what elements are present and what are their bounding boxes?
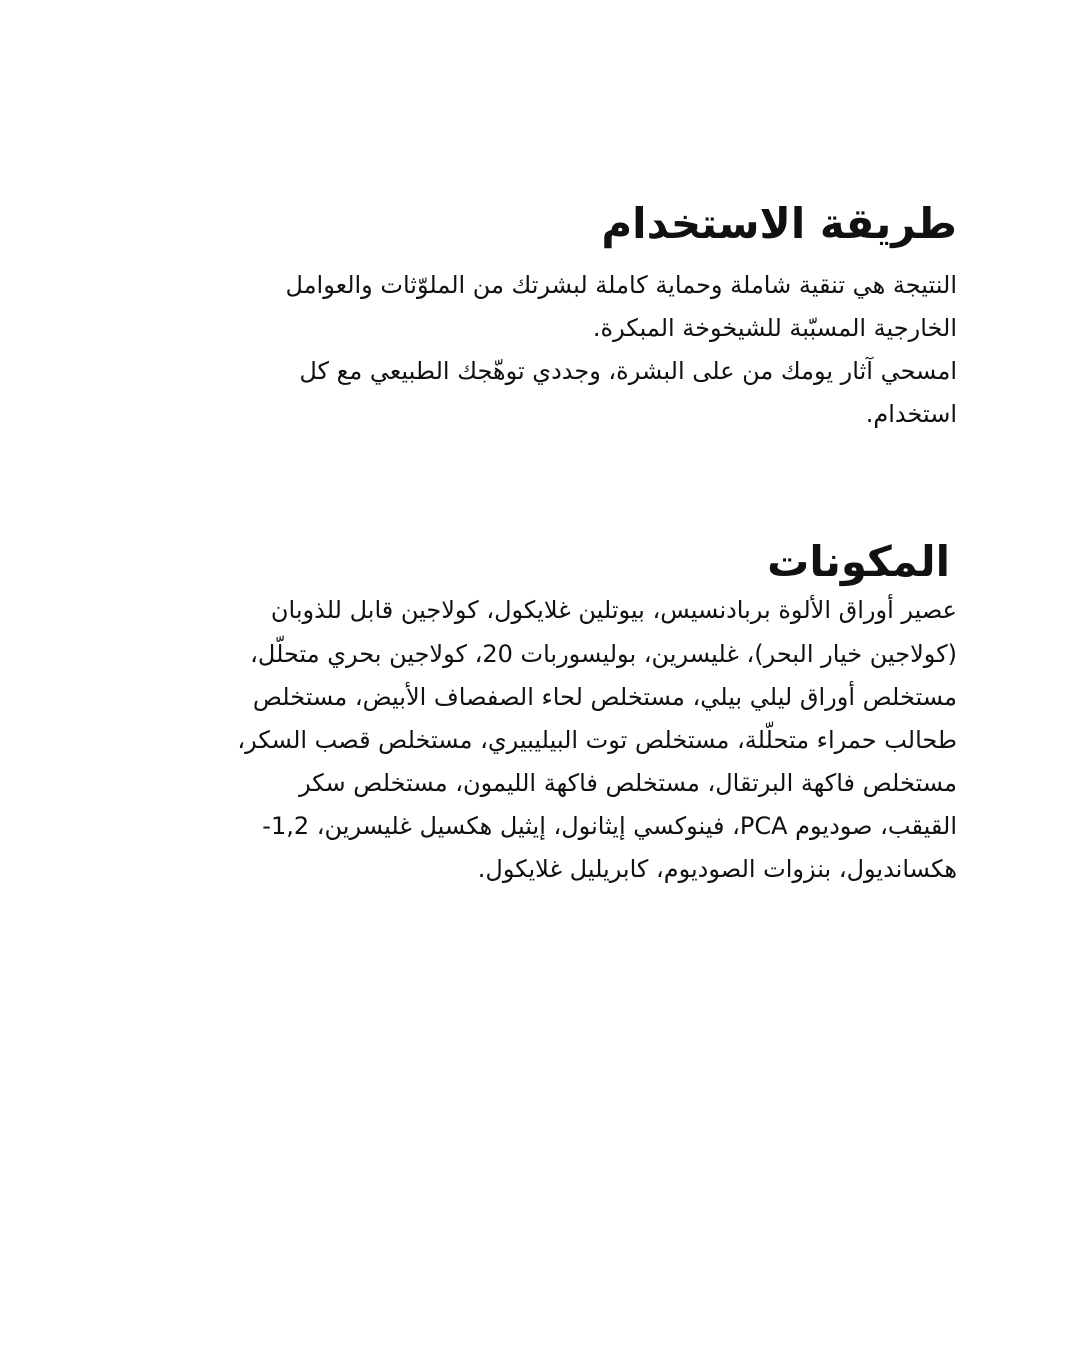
- ingredients-text-line: طحالب حمراء متحلّلة، مستخلص توت البيليبيري، مستخلص قصب السكر،: [237, 726, 957, 754]
- ingredients-text-line: عصير أوراق الألوة بربادنسيس، بيوتلين غلايكول، كولاجين قابل للذوبان: [270, 596, 957, 624]
- usage-text-line: استخدام.: [865, 400, 957, 428]
- usage-heading: طريقة الاستخدام: [601, 199, 957, 248]
- ingredients-text-line: القيقب، صوديوم PCA، فينوكسي إيثانول، إيثيل هكسيل غليسرين، 1,2-: [262, 812, 957, 840]
- ingredients-text-line: مستخلص أوراق ليلي بيلي، مستخلص لحاء الصفصاف الأبيض، مستخلص: [252, 683, 957, 711]
- usage-text-line: الخارجية المسبّبة للشيخوخة المبكرة.: [592, 314, 957, 342]
- ingredients-text-line: مستخلص فاكهة البرتقال، مستخلص فاكهة الليمون، مستخلص سكر: [299, 769, 957, 797]
- ingredients-heading: المكونات: [767, 537, 950, 586]
- usage-text-line: امسحي آثار يومك من على البشرة، وجددي توهّجك الطبيعي مع كل: [299, 357, 957, 385]
- usage-text-line: النتيجة هي تنقية شاملة وحماية كاملة لبشرتك من الملوّثات والعوامل: [285, 271, 957, 299]
- ingredients-text-line: (كولاجين خيار البحر)، غليسرين، بوليسوربات 20، كولاجين بحري متحلّل،: [250, 640, 957, 668]
- ingredients-text-line: هكسانديول، بنزوات الصوديوم، كابريليل غلايكول.: [477, 855, 957, 883]
